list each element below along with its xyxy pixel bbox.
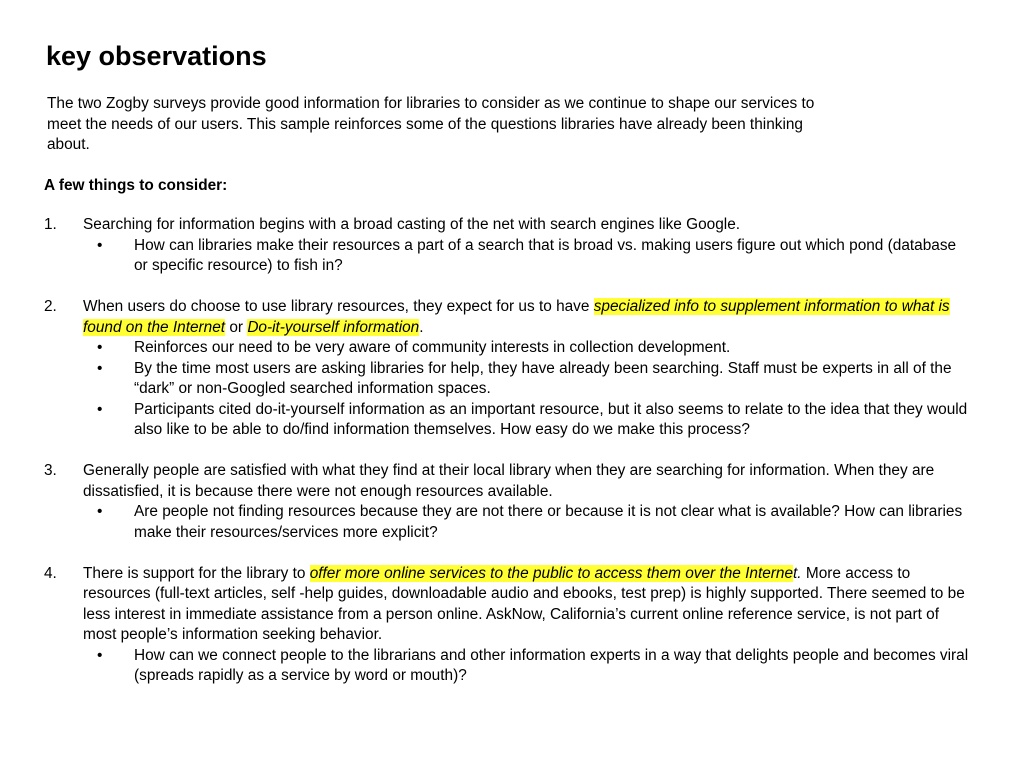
bullet-item [83,338,974,359]
bullet-list [83,646,974,687]
item-text-part: or [225,318,248,336]
item-text-part: There is support for the library to [83,564,310,582]
bullet-icon: • [97,359,103,377]
item-text-part: . [419,318,424,336]
bullet-list [83,502,974,543]
highlighted-text: specialized info to supplement information to what is found on the Internet [83,298,950,336]
bullet-text: By the time most users are asking libraries for help, they have already been searching. Staff must be experts in all of the “dark” or non-Googled searched information spaces. [134,359,952,397]
item-number: 2. [44,298,57,315]
bullet-text: How can we connect people to the librarians and other information experts in a way that delights people and becomes viral (spreads rapidly as a service by word or mouth)? [134,646,969,684]
item-number: 1. [44,216,57,233]
item-number: 4. [44,564,57,582]
subheading: A few things to consider: [44,177,228,194]
intro-paragraph: The two Zogby surveys provide good information for libraries to consider as we continue to shape our services to meet the needs of our users. This sample reinforces some of the questions libraries have already been thinking about. [47,95,815,153]
list-item-2 [44,297,974,441]
list-item-4 [44,564,974,687]
bullet-list [83,338,974,441]
bullet-text: Are people not finding resources because they are not there or because it is not clear what is available? How can libraries make their resources/services more explicit? [134,503,963,541]
bullet-icon: • [97,400,103,418]
item-text-part: More access to resources (full-text articles, self -help guides, downloadable audio and ebooks, test prep) is highly supported. There seemed to be less interest in immediate assistance from a person online. AskNow, California’s current online reference service, is not part of most people’s information seeking behavior. [83,564,965,643]
item-text: Searching for information begins with a broad casting of the net with search engines like Google. [83,216,741,233]
item-number: 3. [44,462,57,479]
bullet-item [83,359,974,400]
item-text-part: When users do choose to use library resources, they expect for us to have [83,298,594,315]
bullet-icon: • [97,339,103,356]
bullet-item [83,646,974,687]
list-item-3 [44,461,974,543]
bullet-icon: • [97,236,103,254]
bullet-text: How can libraries make their resources a part of a search that is broad vs. making users figure out which pond (database or specific resource) to fish in? [134,236,957,274]
item-text: Generally people are satisfied with what they find at their local library when they are searching for information. When they are dissatisfied, it is because there were not enough resources available. [83,462,935,500]
numbered-list [44,215,974,707]
bullet-text: Reinforces our need to be very aware of community interests in collection development. [134,339,731,356]
bullet-item [83,236,974,277]
item-text [83,564,974,646]
list-item-1 [44,215,974,277]
bullet-item [83,502,974,543]
highlighted-text: offer more online services to the public to access them over the Interne [309,564,794,582]
highlighted-text: Do-it-yourself information [247,318,420,336]
bullet-text: Participants cited do-it-yourself information as an important resource, but it also seems to relate to the idea that they would also like to be able to do/find information themselves. How easy do we make this process? [134,400,968,438]
page-title: key observations [46,41,267,71]
bullet-icon: • [97,503,103,520]
bullet-item [83,400,974,441]
italic-text: t. [793,564,802,582]
item-text [83,297,974,338]
bullet-icon: • [97,646,103,664]
bullet-list [83,236,974,277]
